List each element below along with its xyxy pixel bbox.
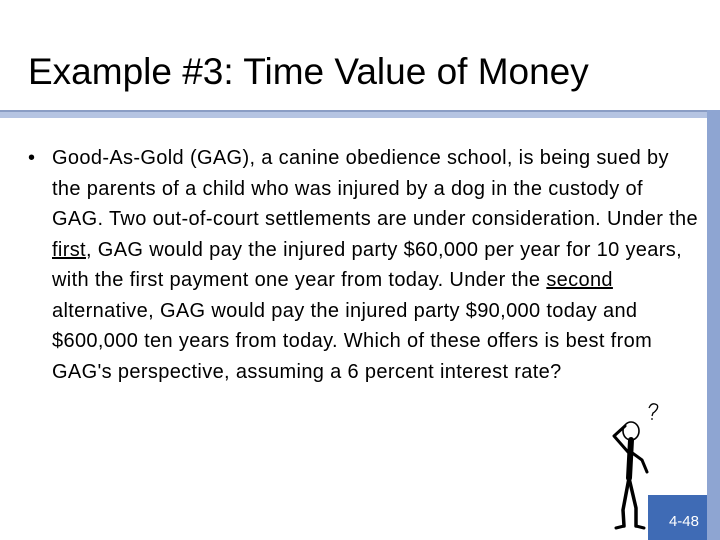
bullet-icon: • (28, 147, 36, 169)
text-part-1: Good-As-Gold (GAG), a canine obedience school, is being sued by the parents of a child who was injured by a dog in the custody of GAG. Two out-of-court settlements are under consideration. Under the (52, 147, 698, 230)
title-divider-shadow (0, 112, 707, 118)
slide-title: Example #3: Time Value of Money (28, 51, 589, 92)
text-part-3: alternative, GAG would pay the injured party $90,000 today and $600,000 ten years from today. Which of these offers is best from GAG's perspective, assuming a 6 percent interest rate? (52, 299, 653, 383)
right-accent-strip (707, 110, 720, 540)
bullet-item (28, 143, 698, 387)
underlined-first: first (52, 238, 86, 261)
text-part-2: , GAG would pay the injured party $60,000 per year for 10 years, with the first payment one year from today. Under the (52, 238, 683, 291)
title-bar (0, 0, 720, 110)
page-number-box (648, 495, 707, 540)
page-number: 4-48 (668, 513, 699, 530)
underlined-second: second (546, 269, 613, 291)
problem-statement (28, 143, 698, 387)
